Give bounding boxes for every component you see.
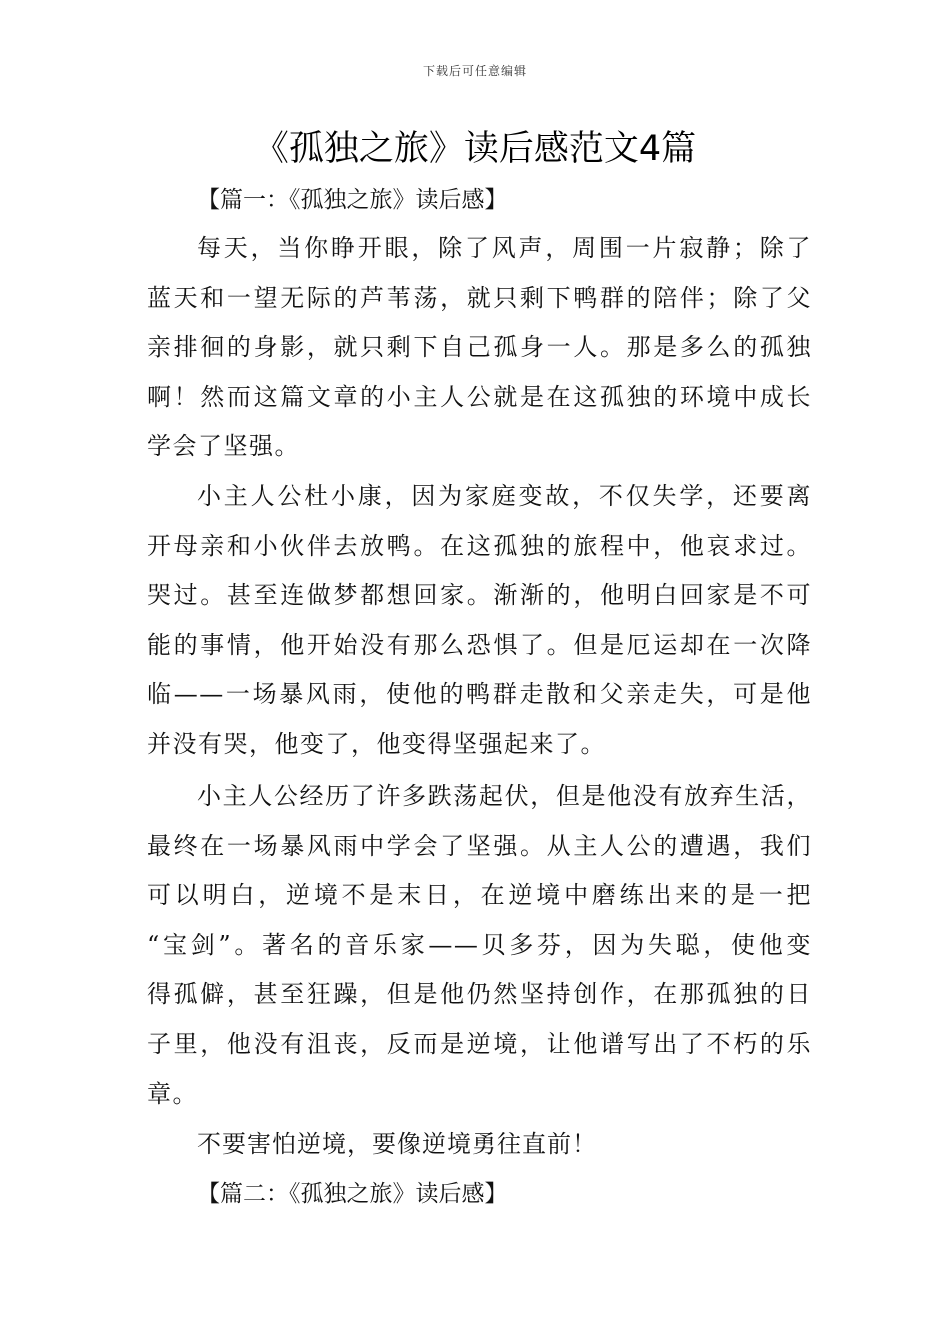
paragraph-line: 开母亲和小伙伴去放鸭。在这孤独的旅程中，他哀求过。: [147, 531, 812, 560]
paragraph-line: 小主人公杜小康，因为家庭变故，不仅失学，还要离: [197, 482, 812, 510]
paragraph-line: 章。: [147, 1079, 198, 1108]
paragraph-line: 亲排徊的身影，就只剩下自己孤身一人。那是多么的孤独: [147, 333, 812, 362]
paragraph-line: 蓝天和一望无际的芦苇荡，就只剩下鸭群的陪伴；除了父: [147, 283, 812, 312]
paragraph-line: 得孤僻，甚至狂躁，但是他仍然坚持创作，在那孤独的日: [147, 980, 812, 1009]
header-note: 下载后可任意编辑: [422, 64, 527, 78]
paragraph-2: [147, 472, 812, 770]
paragraph-line: 可以明白，逆境不是末日，在逆境中磨练出来的是一把: [147, 881, 812, 910]
paragraph-3: [147, 772, 812, 1119]
paragraph-1: [147, 224, 812, 472]
paragraph-line: “宝剑”。著名的音乐家——贝多芬，因为失聪，使他变: [147, 930, 812, 959]
document-title: 《孤独之旅》读后感范文4篇: [253, 129, 697, 169]
paragraph-line: 哭过。甚至连做梦都想回家。渐渐的，他明白回家是不可: [147, 581, 812, 610]
section-heading-1: 【篇一：《孤独之旅》读后感】: [197, 187, 508, 213]
paragraph-line: 子里，他没有沮丧，反而是逆境，让他谱写出了不朽的乐: [147, 1029, 812, 1058]
section-heading-2: 【篇二：《孤独之旅》读后感】: [197, 1181, 508, 1207]
paragraph-line: 最终在一场暴风雨中学会了坚强。从主人公的遭遇，我们: [147, 831, 812, 860]
paragraph-line: 能的事情，他开始没有那么恐惧了。但是厄运却在一次降: [147, 630, 812, 659]
paragraph-line: 每天，当你睁开眼，除了风声，周围一片寂静；除了: [197, 234, 812, 262]
paragraph-line: 啊！然而这篇文章的小主人公就是在这孤独的环境中成长: [147, 382, 812, 411]
paragraph-line: 学会了坚强。: [147, 432, 300, 461]
closing-line: 不要害怕逆境，要像逆境勇往直前！: [197, 1130, 597, 1158]
paragraph-line: 临——一场暴风雨，使他的鸭群走散和父亲走失，可是他: [147, 680, 812, 709]
paragraph-line: 并没有哭，他变了，他变得坚强起来了。: [147, 729, 606, 758]
paragraph-line: 小主人公经历了许多跌荡起伏，但是他没有放弃生活，: [197, 782, 812, 810]
